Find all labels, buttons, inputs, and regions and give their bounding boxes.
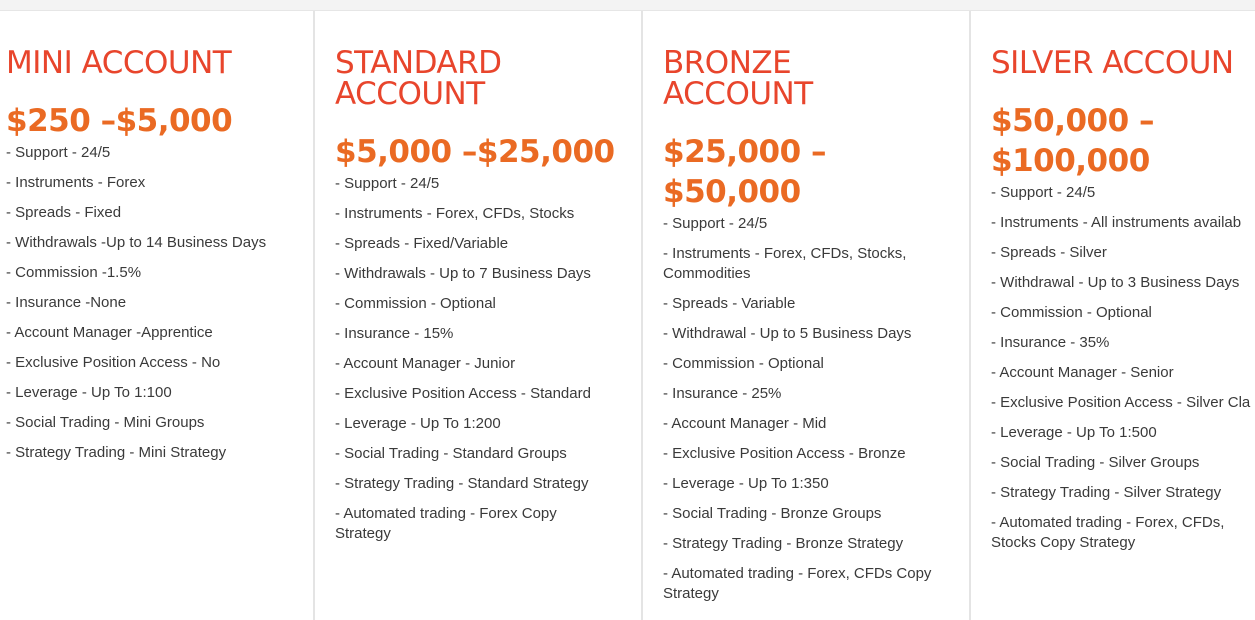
plan-price: $5,000 –$25,000 <box>335 134 615 170</box>
feature-item: - Social Trading - Standard Groups <box>335 445 567 462</box>
feature-item: - Account Manager - Junior <box>335 355 516 372</box>
feature-item: - Social Trading - Mini Groups <box>6 414 205 431</box>
plan-price: $25,000 – $50,000 <box>663 134 826 210</box>
feature-item: - Social Trading - Bronze Groups <box>663 505 882 522</box>
feature-item: - Support - 24/5 <box>991 184 1096 201</box>
pricing-columns <box>0 11 1255 620</box>
plan-price: $250 –$5,000 <box>6 103 233 139</box>
plan-price: $50,000 – $100,000 <box>991 103 1154 179</box>
feature-item: - Leverage - Up To 1:500 <box>991 424 1157 441</box>
plan-title: BRONZE ACCOUNT <box>663 45 813 112</box>
plan-title: SILVER ACCOUN <box>991 45 1234 81</box>
plan-features <box>991 183 1255 553</box>
feature-item: - Account Manager -Apprentice <box>6 324 213 341</box>
feature-item: - Support - 24/5 <box>6 144 111 161</box>
feature-item: - Spreads - Variable <box>663 295 796 312</box>
top-bar <box>0 0 1255 11</box>
feature-item: - Spreads - Fixed/Variable <box>335 235 509 252</box>
feature-item: - Exclusive Position Access - Silver Cla <box>991 394 1251 411</box>
feature-item: - Commission - Optional <box>991 304 1152 321</box>
feature-item: - Automated trading - Forex Copy Strategy <box>335 505 557 542</box>
feature-item: - Support - 24/5 <box>663 215 768 232</box>
feature-item: - Commission - Optional <box>663 355 824 372</box>
plan-card-silver <box>969 11 1255 620</box>
plan-card-mini <box>0 11 313 620</box>
feature-item: - Instruments - All instruments availab <box>991 214 1242 231</box>
plan-features <box>335 174 635 544</box>
plan-card-bronze <box>641 11 969 620</box>
feature-item: - Exclusive Position Access - Bronze <box>663 445 906 462</box>
feature-item: - Instruments - Forex, CFDs, Stocks, Commodities <box>663 245 907 282</box>
feature-item: - Exclusive Position Access - Standard <box>335 385 591 402</box>
feature-item: - Insurance - 35% <box>991 334 1110 351</box>
feature-item: - Strategy Trading - Standard Strategy <box>335 475 589 492</box>
feature-item: - Insurance -None <box>6 294 127 311</box>
feature-item: - Withdrawal - Up to 3 Business Days <box>991 274 1240 291</box>
feature-item: - Instruments - Forex <box>6 174 146 191</box>
feature-item: - Leverage - Up To 1:100 <box>6 384 172 401</box>
feature-item: - Leverage - Up To 1:350 <box>663 475 829 492</box>
feature-item: - Withdrawals -Up to 14 Business Days <box>6 234 267 251</box>
feature-item: - Exclusive Position Access - No <box>6 354 221 371</box>
feature-item: - Withdrawal - Up to 5 Business Days <box>663 325 912 342</box>
feature-item: - Commission - Optional <box>335 295 496 312</box>
feature-item: - Insurance - 25% <box>663 385 782 402</box>
feature-item: - Strategy Trading - Bronze Strategy <box>663 535 904 552</box>
feature-item: - Withdrawals - Up to 7 Business Days <box>335 265 591 282</box>
plan-title: STANDARD ACCOUNT <box>335 45 502 112</box>
plan-features <box>6 143 313 463</box>
feature-item: - Instruments - Forex, CFDs, Stocks <box>335 205 575 222</box>
feature-item: - Commission -1.5% <box>6 264 142 281</box>
feature-item: - Automated trading - Forex, CFDs Copy Strategy <box>663 565 932 602</box>
feature-item: - Account Manager - Mid <box>663 415 827 432</box>
feature-item: - Social Trading - Silver Groups <box>991 454 1200 471</box>
feature-item: - Strategy Trading - Silver Strategy <box>991 484 1222 501</box>
feature-item: - Spreads - Silver <box>991 244 1107 261</box>
plan-features <box>663 214 953 604</box>
feature-item: - Automated trading - Forex, CFDs, Stocks Copy Strategy <box>991 514 1225 551</box>
feature-item: - Insurance - 15% <box>335 325 454 342</box>
feature-item: - Support - 24/5 <box>335 175 440 192</box>
plan-title: MINI ACCOUNT <box>6 45 232 81</box>
feature-item: - Account Manager - Senior <box>991 364 1174 381</box>
feature-item: - Leverage - Up To 1:200 <box>335 415 501 432</box>
feature-item: - Spreads - Fixed <box>6 204 122 221</box>
plan-card-standard <box>313 11 641 620</box>
feature-item: - Strategy Trading - Mini Strategy <box>6 444 227 461</box>
